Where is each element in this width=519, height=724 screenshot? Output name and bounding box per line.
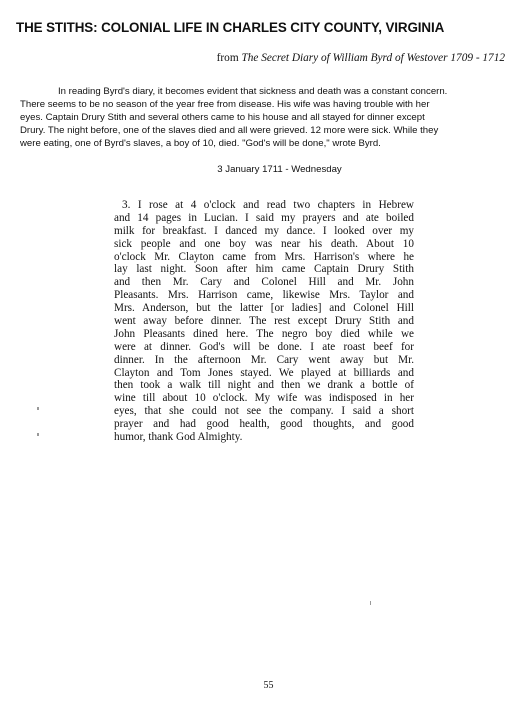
intro-line: eyes. Captain Drury Stith and several others came to his house and all stayed for dinner except: [20, 112, 425, 123]
source-prefix: from: [216, 52, 242, 64]
entry-dateline: 3 January 1711 - Wednesday: [217, 164, 342, 175]
entry-line: sick people and one boy was near his death. About 10: [114, 237, 414, 250]
page-title: THE STITHS: COLONIAL LIFE IN CHARLES CITY COUNTY, VIRGINIA: [16, 20, 445, 35]
entry-line: John Pleasants dined here. The negro boy died while we: [114, 327, 414, 340]
entry-line: o'clock Mr. Clayton came from Mrs. Harrison's where he: [114, 250, 414, 263]
entry-line: Clayton and Tom Jones stayed. We played at billiards and: [114, 366, 414, 379]
entry-line: dinner. In the afternoon Mr. Cary went away but Mr.: [114, 353, 414, 366]
diary-entry: [114, 199, 414, 444]
entry-line: milk for breakfast. I danced my dance. I looked over my: [114, 224, 414, 237]
entry-line: went away before dinner. The rest except Drury Stith and: [114, 315, 414, 328]
entry-line: eyes, that she could not see the company. I said a short: [114, 405, 414, 418]
entry-line: were at dinner. God's will be done. I ate roast beef for: [114, 340, 414, 353]
source-citation: [217, 52, 505, 64]
entry-line: lay last night. Soon after him came Captain Drury Stith: [114, 263, 414, 276]
scan-speck: [37, 433, 39, 436]
entry-line: then took a walk till night and then we drank a bottle of: [114, 379, 414, 392]
page-number: 55: [263, 680, 274, 691]
entry-line: Mrs. Anderson, but the latter [or ladies] and Colonel Hill: [114, 302, 414, 315]
entry-line: and 14 pages in Lucian. I said my prayers and ate boiled: [114, 211, 414, 224]
intro-line: were eating, one of Byrd's slaves, a boy of 10, died. "God's will be done," wrote Byrd.: [20, 138, 381, 149]
entry-line: Pleasants. Mrs. Harrison came, likewise Mrs. Taylor and: [114, 289, 414, 302]
entry-line: wine till about 10 o'clock. My wife was indisposed in her: [114, 392, 414, 405]
scan-speck: [37, 407, 39, 410]
entry-line: prayer and had good health, good thoughts, and good: [114, 418, 414, 431]
source-work-title: The Secret Diary of William Byrd of Westover 1709 - 1712: [241, 52, 505, 64]
intro-line: Drury. The night before, one of the slaves died and all were grieved. 12 more were sick. While they: [20, 125, 439, 136]
intro-line: There seems to be no season of the year free from disease. His wife was having trouble with her: [20, 99, 430, 110]
intro-paragraph: [20, 85, 508, 150]
entry-line: humor, thank God Almighty.: [114, 431, 243, 444]
intro-line: In reading Byrd's diary, it becomes evident that sickness and death was a constant concern.: [58, 86, 448, 97]
entry-line: and then Mr. Cary and Colonel Hill and Mr. John: [114, 276, 414, 289]
entry-line: 3. I rose at 4 o'clock and read two chapters in Hebrew: [122, 199, 414, 211]
scan-speck: [370, 601, 371, 605]
